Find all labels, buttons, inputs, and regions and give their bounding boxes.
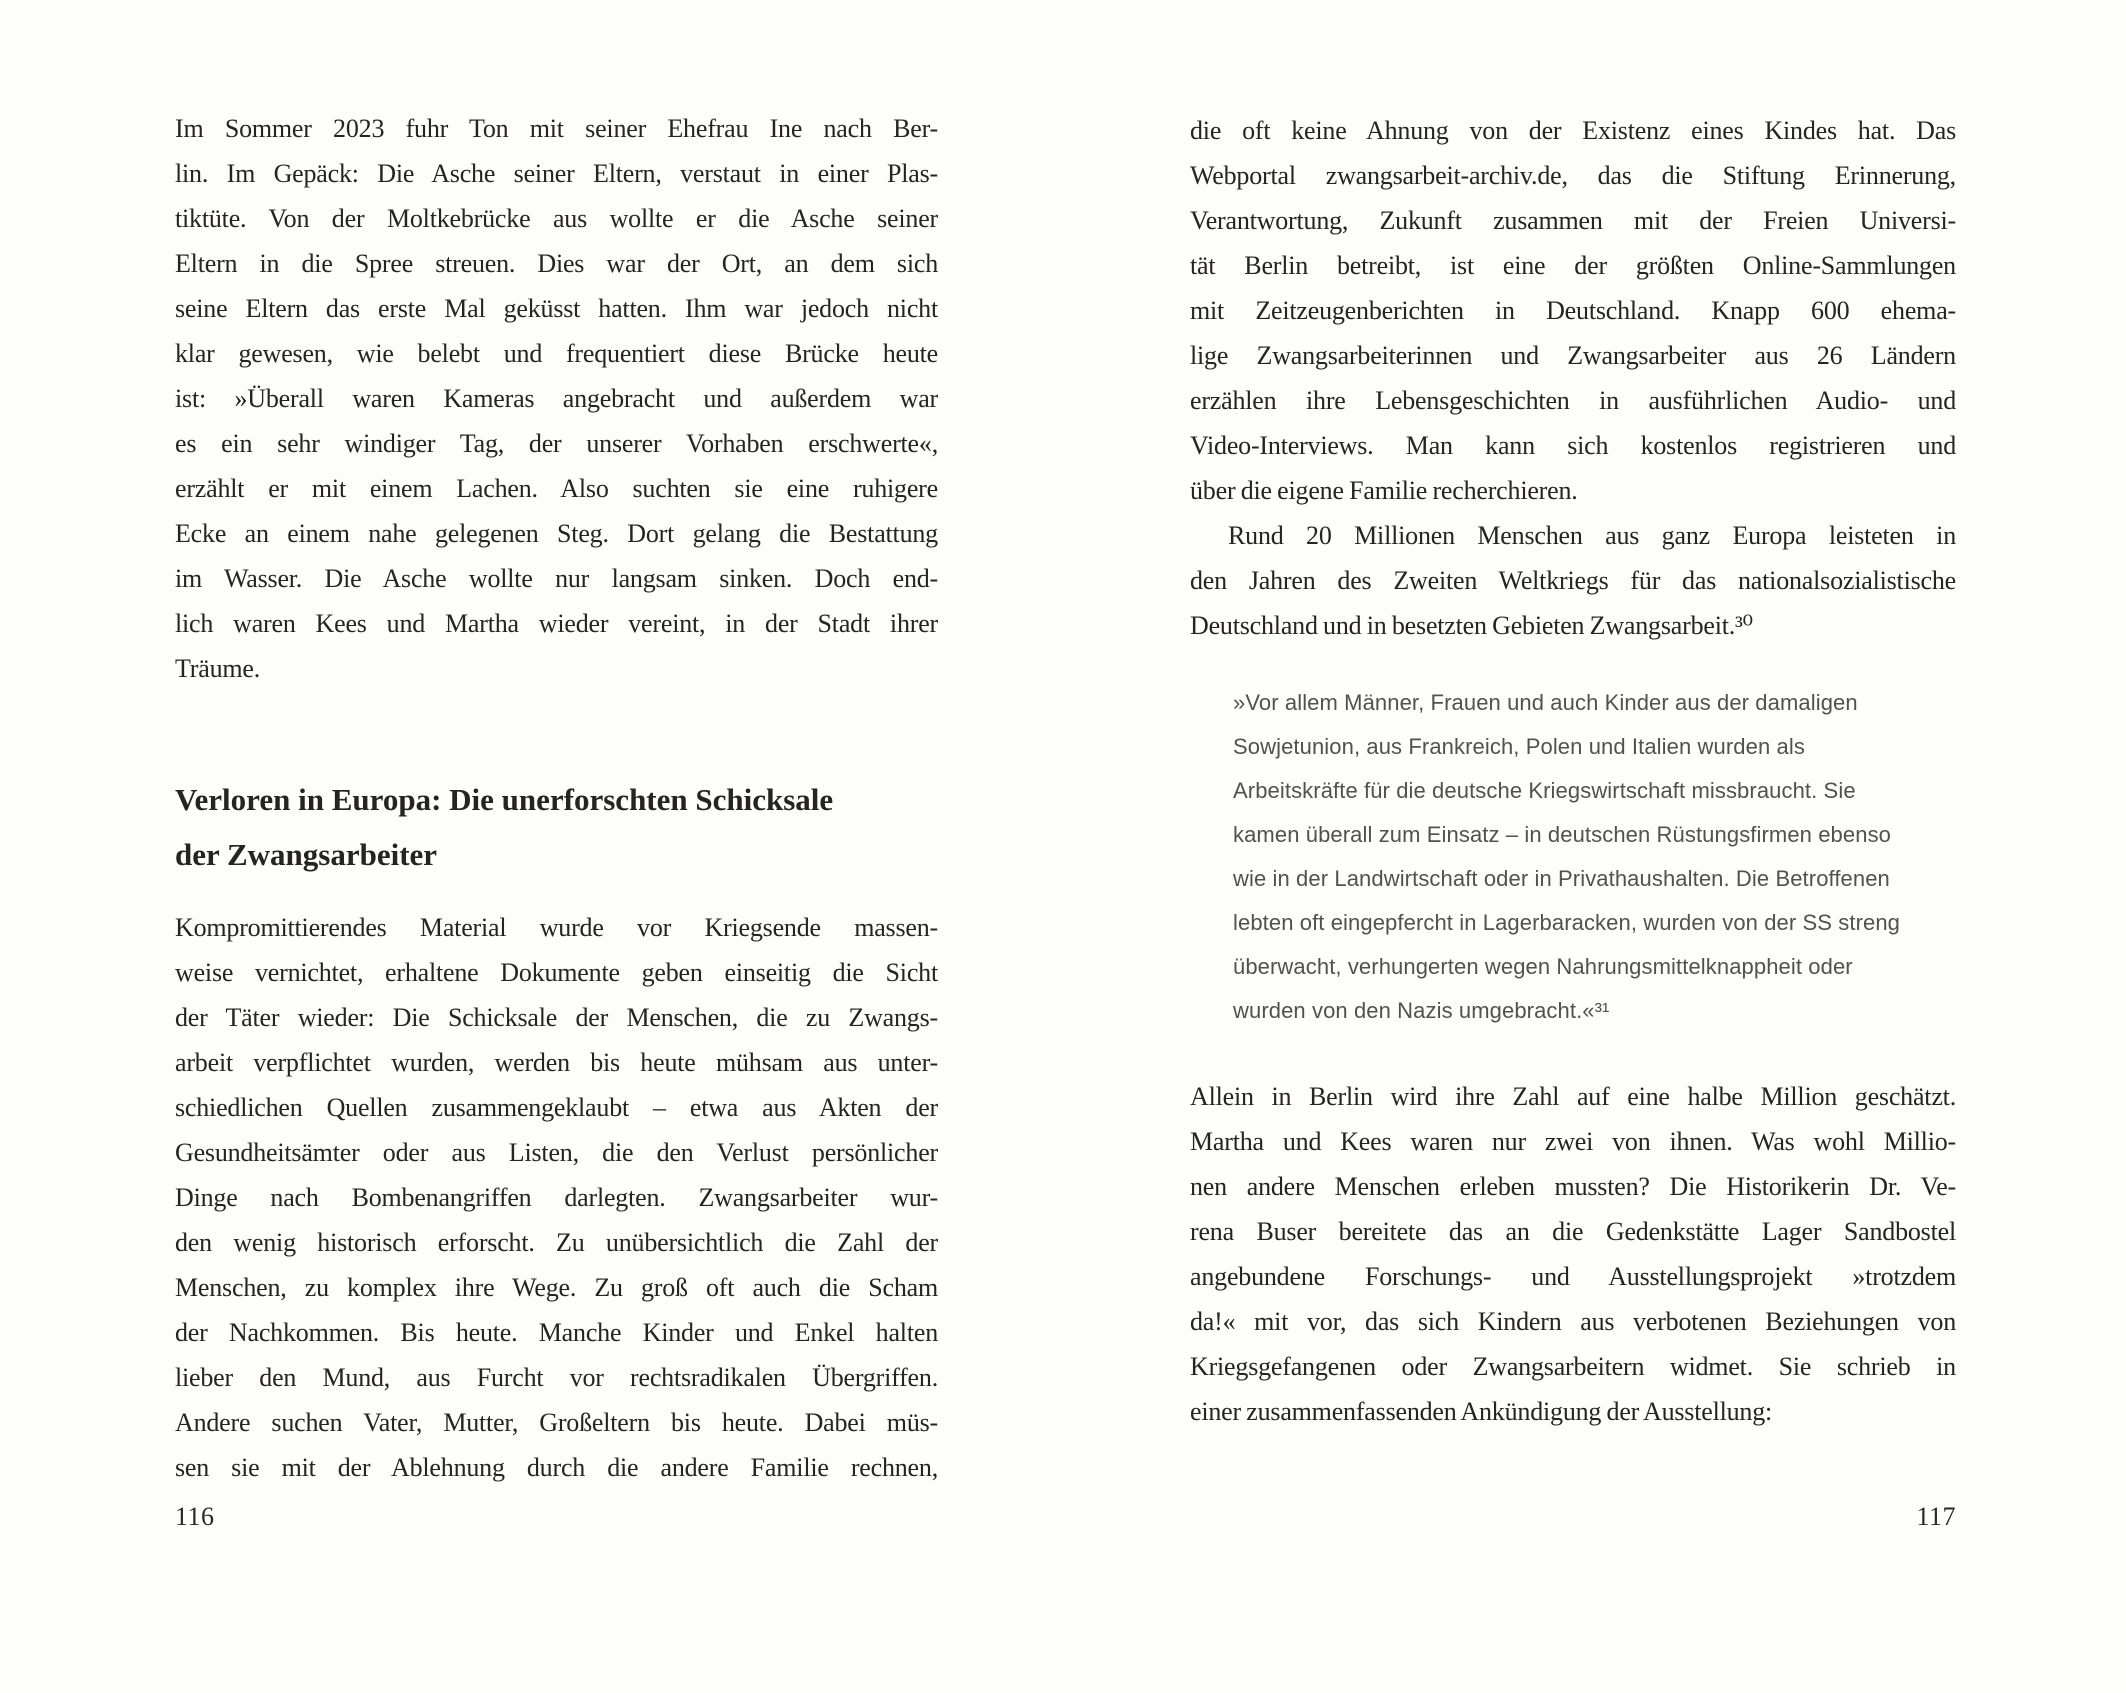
text-line: »Vor allem Männer, Frauen und auch Kinder aus der damaligen [1233,690,1858,715]
page-number-right: 117 [1916,1502,1956,1531]
text-line: rena Buser bereitete das an die Gedenkstätte Lager Sandbostel [1190,1217,1956,1246]
intro-paragraph [175,106,938,691]
text-line: Arbeitskräfte für die deutsche Kriegswirtschaft missbraucht. Sie [1233,778,1856,803]
text-line: tät Berlin betreibt, ist eine der größten Online-Sammlungen [1190,251,1956,280]
text-line: klar gewesen, wie belebt und frequentiert diese Brücke heute [175,339,938,368]
text-line: einer zusammenfassenden Ankündigung der Ausstellung: [1190,1397,1773,1426]
text-line: die oft keine Ahnung von der Existenz eines Kindes hat. Das [1190,116,1956,145]
text-line: lich waren Kees und Martha wieder vereint, in der Stadt ihrer [175,609,938,638]
text-line: den Jahren des Zweiten Weltkriegs für das nationalsozialistische [1190,566,1956,595]
text-line: tiktüte. Von der Moltkebrücke aus wollte er die Asche seiner [175,204,938,233]
text-line: weise vernichtet, erhaltene Dokumente geben einseitig die Sicht [175,958,938,987]
text-line: Verantwortung, Zukunft zusammen mit der Freien Universi- [1190,206,1956,235]
text-line: Kompromittierendes Material wurde vor Kriegsende massen- [175,913,938,942]
text-line: Kriegsgefangenen oder Zwangsarbeitern widmet. Sie schrieb in [1190,1352,1956,1381]
text-line: ist: »Überall waren Kameras angebracht und außerdem war [175,384,938,413]
text-line: Martha und Kees waren nur zwei von ihnen. Was wohl Millio- [1190,1127,1956,1156]
continuation-paragraph [1190,108,1956,513]
chapter-paragraph [175,905,938,1490]
statistics-paragraph [1190,513,1956,648]
text-line: Deutschland und in besetzten Gebieten Zwangsarbeit.³⁰ [1190,611,1753,640]
text-line: Allein in Berlin wird ihre Zahl auf eine halbe Million geschätzt. [1190,1082,1956,1111]
text-line: nen andere Menschen erleben mussten? Die Historikerin Dr. Ve- [1190,1172,1956,1201]
text-line: Träume. [175,654,261,683]
text-line: über die eigene Familie recherchieren. [1190,476,1578,505]
text-line: den wenig historisch erforscht. Zu unübersichtlich die Zahl der [175,1228,938,1257]
text-line: Im Sommer 2023 fuhr Ton mit seiner Ehefrau Ine nach Ber- [175,114,938,143]
text-line: wie in der Landwirtschaft oder in Privathaushalten. Die Betroffenen [1233,866,1890,891]
text-line: Verloren in Europa: Die unerforschten Schicksale [175,782,834,817]
text-line: wurden von den Nazis umgebracht.«³¹ [1233,998,1610,1023]
page-number-left: 116 [175,1502,215,1531]
text-line: angebundene Forschungs- und Ausstellungsprojekt »trotzdem [1190,1262,1956,1291]
text-line: Eltern in die Spree streuen. Dies war der Ort, an dem sich [175,249,938,278]
text-line: seine Eltern das erste Mal geküsst hatten. Ihm war jedoch nicht [175,294,938,323]
text-line: arbeit verpflichtet wurden, werden bis heute mühsam aus unter- [175,1048,938,1077]
text-line: Video-Interviews. Man kann sich kostenlos registrieren und [1190,431,1956,460]
text-line: im Wasser. Die Asche wollte nur langsam sinken. Doch end- [175,564,938,593]
text-line: mit Zeitzeugenberichten in Deutschland. Knapp 600 ehema- [1190,296,1956,325]
text-line: Webportal zwangsarbeit-archiv.de, das die Stiftung Erinnerung, [1190,161,1956,190]
text-line: Gesundheitsämter oder aus Listen, die den Verlust persönlicher [175,1138,938,1167]
text-line: Sowjetunion, aus Frankreich, Polen und Italien wurden als [1233,734,1805,759]
text-line: der Zwangsarbeiter [175,837,438,872]
text-line: lieber den Mund, aus Furcht vor rechtsradikalen Übergriffen. [175,1363,938,1392]
text-line: da!« mit vor, das sich Kindern aus verbotenen Beziehungen von [1190,1307,1956,1336]
text-line: Ecke an einem nahe gelegenen Steg. Dort gelang die Bestattung [175,519,938,548]
text-line: lin. Im Gepäck: Die Asche seiner Eltern, verstaut in einer Plas- [175,159,938,188]
closing-paragraph [1190,1074,1956,1434]
text-line: erzählt er mit einem Lachen. Also suchten sie eine ruhigere [175,474,938,503]
text-line: sen sie mit der Ablehnung durch die andere Familie rechnen, [175,1453,938,1482]
text-line: überwacht, verhungerten wegen Nahrungsmittelknappheit oder [1233,954,1853,979]
text-line: Andere suchen Vater, Mutter, Großeltern bis heute. Dabei müs- [175,1408,938,1437]
text-line: Dinge nach Bombenangriffen darlegten. Zwangsarbeiter wur- [175,1183,938,1212]
text-line: lige Zwangsarbeiterinnen und Zwangsarbeiter aus 26 Ländern [1190,341,1956,370]
text-line: erzählen ihre Lebensgeschichten in ausführlichen Audio- und [1190,386,1956,415]
text-line: der Nachkommen. Bis heute. Manche Kinder und Enkel halten [175,1318,938,1347]
text-line: Rund 20 Millionen Menschen aus ganz Europa leisteten in [1228,521,1956,550]
text-line: es ein sehr windiger Tag, der unserer Vorhaben erschwerte«, [175,429,938,458]
text-line: der Täter wieder: Die Schicksale der Menschen, die zu Zwangs- [175,1003,938,1032]
text-line: kamen überall zum Einsatz – in deutschen Rüstungsfirmen ebenso [1233,822,1892,847]
chapter-heading [175,772,938,882]
text-line: lebten oft eingepfercht in Lagerbaracken, wurden von der SS streng [1233,910,1901,935]
text-line: schiedlichen Quellen zusammengeklaubt – etwa aus Akten der [175,1093,938,1122]
block-quote [1233,681,1956,1033]
text-line: Menschen, zu komplex ihre Wege. Zu groß oft auch die Scham [175,1273,938,1302]
